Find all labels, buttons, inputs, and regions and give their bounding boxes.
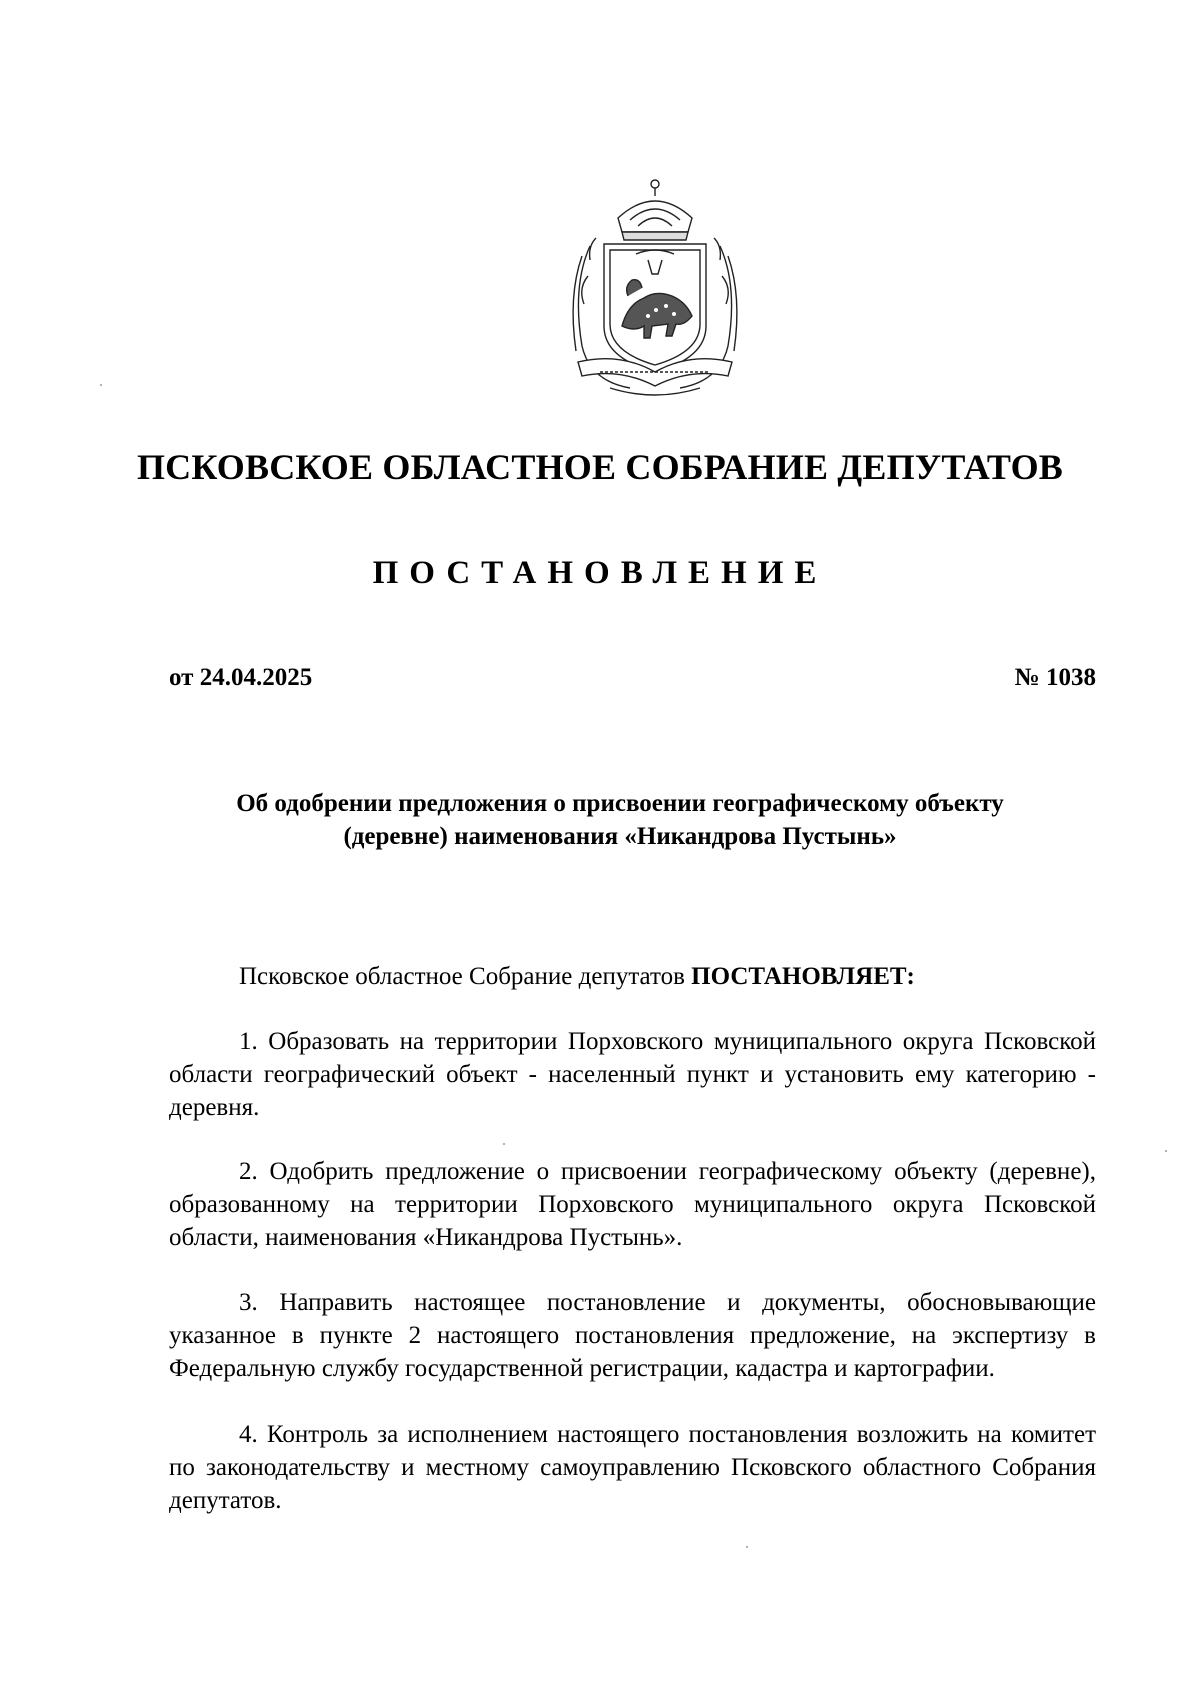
list-item [169,1025,1096,1124]
document-type-title: ПОСТАНОВЛЕНИЕ [372,555,828,591]
document-subject [130,787,1110,853]
list-item [169,1418,1096,1517]
list-item [169,1155,1096,1254]
item-text: 4. Контроль за исполнением настоящего постановления возложить на комитет по законодательству и местному самоуправлению Псковского областного Собрания депутатов. [169,1421,1096,1514]
scan-speck [1165,1150,1167,1152]
preamble-verb: ПОСТАНОВЛЯЕТ: [691,963,915,990]
item-text: 1. Образовать на территории Порховского муниципального округа Псковской области географический объект - населенный пункт и установить ему категорию - деревня. [169,1028,1096,1121]
coat-of-arms-icon [560,176,750,408]
scan-speck [100,384,102,386]
item-text: 2. Одобрить предложение о присвоении географическому объекту (деревне), образованному на территории Порховского муниципального округа Псковской области, наименования «Никандрова Пустынь». [169,1158,1096,1251]
preamble-text: Псковское областное Собрание депутатов [239,963,692,990]
item-text: 3. Направить настоящее постановление и документы, обосновывающие указанное в пункте 2 настоящего постановления предложение, на экспертизу в Федеральную службу государственной регистрации, кадастра и картографии. [169,1289,1096,1382]
scan-speck [746,1546,748,1548]
list-item [169,1286,1096,1385]
preamble [169,960,1096,993]
scan-speck [503,1143,505,1145]
document-number: № 1038 [1014,664,1096,691]
document-date: от 24.04.2025 [169,664,313,691]
subject-line: Об одобрении предложения о присвоении географическому объекту [236,790,1004,817]
organization-title: ПСКОВСКОЕ ОБЛАСТНОЕ СОБРАНИЕ ДЕПУТАТОВ [136,447,1063,487]
subject-line: (деревне) наименования «Никандрова Пустынь» [343,823,897,850]
